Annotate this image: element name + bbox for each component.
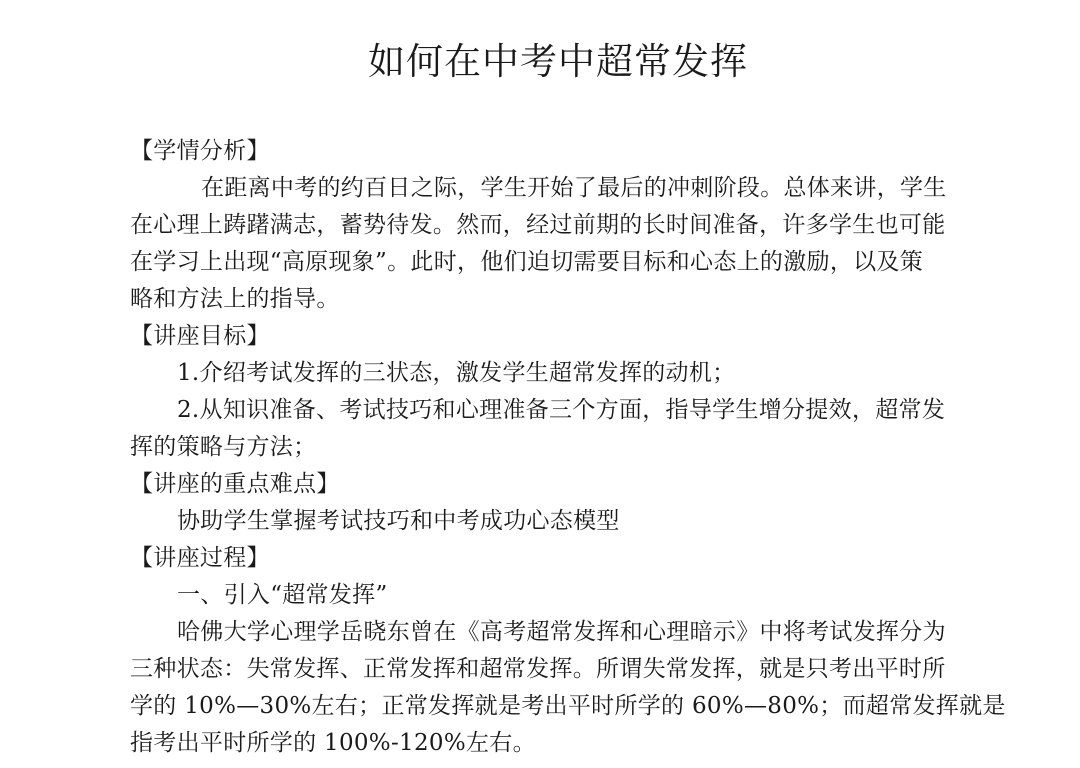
section-heading-goals: 【讲座目标】: [130, 323, 270, 349]
paragraph-line: 略和方法上的指导。: [130, 286, 340, 312]
section-heading-analysis: 【学情分析】: [130, 138, 270, 164]
list-item: 1.介绍考试发挥的三状态，激发学生超常发挥的动机；: [177, 360, 736, 386]
paragraph-line: 学的 10%—30%左右；正常发挥就是考出平时所学的 60%—80%；而超常发挥就是: [130, 693, 1006, 719]
paragraph-line: 指考出平时所学的 100%-120%左右。: [130, 730, 536, 756]
subsection-heading: 一、引入“超常发挥”: [177, 582, 388, 608]
paragraph-line: 在心理上踌躇满志，蓄势待发。然而，经过前期的长时间准备，许多学生也可能: [130, 212, 946, 238]
section-heading-key-points: 【讲座的重点难点】: [130, 471, 340, 497]
paragraph-line: 哈佛大学心理学岳晓东曾在《高考超常发挥和心理暗示》中将考试发挥分为: [177, 619, 946, 645]
paragraph-line: 协助学生掌握考试技巧和中考成功心态模型: [177, 508, 620, 534]
list-item-continuation: 挥的策略与方法；: [130, 434, 317, 460]
document-title: 如何在中考中超常发挥: [368, 40, 748, 83]
paragraph-line: 在距离中考的约百日之际，学生开始了最后的冲刺阶段。总体来讲，学生: [201, 175, 947, 201]
paragraph-line: 三种状态：失常发挥、正常发挥和超常发挥。所谓失常发挥，就是只考出平时所: [130, 656, 946, 682]
list-item: 2.从知识准备、考试技巧和心理准备三个方面，指导学生增分提效，超常发: [177, 397, 946, 423]
section-heading-process: 【讲座过程】: [130, 545, 270, 571]
paragraph-line: 在学习上出现“高原现象”。此时，他们迫切需要目标和心态上的激励，以及策: [130, 249, 924, 275]
